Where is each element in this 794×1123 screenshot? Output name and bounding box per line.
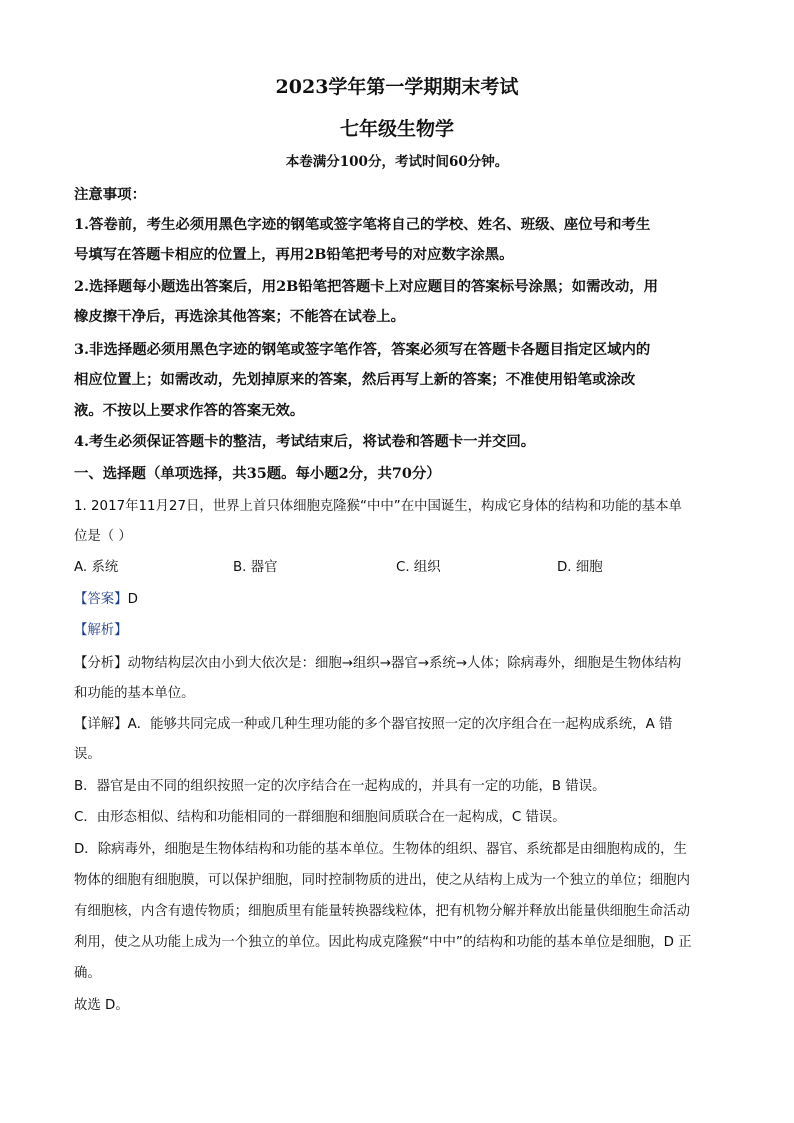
detail-d: 确。 bbox=[74, 966, 101, 981]
option-d: D. 细胞 bbox=[557, 560, 603, 575]
answer-line bbox=[74, 588, 138, 607]
exam-info: 本卷满分100分，考试时间60分钟。 bbox=[285, 154, 509, 170]
question-stem: 1. 2017年11月27日，世界上首只体细胞克隆猴“中中”在中国诞生，构成它身体的结构和功能的基本单 bbox=[74, 499, 682, 514]
analysis-tag: 【解析】 bbox=[74, 623, 128, 638]
detail-d: D．除病毒外，细胞是生物体结构和功能的基本单位。生物体的组织、器官、系统都是由细胞构成的，生 bbox=[74, 842, 687, 857]
notes-line: 2.选择题每小题选出答案后，用2B铅笔把答题卡上对应题目的答案标号涂黑；如需改动，用 bbox=[74, 278, 659, 295]
detail-c: C．由形态相似、结构和功能相同的一群细胞和细胞间质联合在一起构成，C 错误。 bbox=[74, 810, 566, 825]
conclusion: 故选 D。 bbox=[74, 998, 129, 1013]
detail-b: B．器官是由不同的组织按照一定的次序结合在一起构成的，并具有一定的功能，B 错误。 bbox=[74, 779, 606, 794]
fenxi-tag: 【分析】 bbox=[74, 656, 128, 671]
detail-tag: 【详解】 bbox=[74, 717, 128, 732]
exam-subtitle: 七年级生物学 bbox=[339, 118, 454, 140]
fenxi-text: 动物结构层次由小到大依次是：细胞→组织→器官→系统→人体；除病毒外，细胞是生物体结构 bbox=[127, 656, 682, 671]
fenxi-text-cont: 和功能的基本单位。 bbox=[74, 686, 195, 701]
notes-heading: 注意事项： bbox=[74, 186, 146, 203]
detail-d: 利用，使之从功能上成为一个独立的单位。因此构成克隆猴“中中”的结构和功能的基本单位是细胞，D 正 bbox=[74, 935, 692, 950]
answer-value: D bbox=[127, 592, 138, 607]
detail-d: 物体的细胞有细胞膜，可以保护细胞，同时控制物质的进出，使之从结构上成为一个独立的单位；细胞内 bbox=[74, 873, 690, 888]
question-stem-cont: 位是（ ） bbox=[74, 529, 132, 544]
notes-line: 号填写在答题卡相应的位置上，再用2B铅笔把考号的对应数字涂黑。 bbox=[74, 246, 514, 263]
notes-line: 相应位置上；如需改动，先划掉原来的答案，然后再写上新的答案；不准使用铅笔或涂改 bbox=[74, 371, 636, 388]
option-a: A. 系统 bbox=[74, 560, 119, 575]
notes-line: 1.答卷前，考生必须用黑色字迹的钢笔或签字笔将自己的学校、姓名、班级、座位号和考生 bbox=[74, 216, 651, 233]
option-b: B. 器官 bbox=[233, 560, 278, 575]
notes-line: 液。不按以上要求作答的答案无效。 bbox=[74, 402, 305, 419]
analysis-line bbox=[74, 619, 128, 638]
fenxi-line bbox=[74, 652, 681, 671]
notes-line: 4.考生必须保证答题卡的整洁，考试结束后，将试卷和答题卡一并交回。 bbox=[74, 433, 536, 450]
detail-d: 有细胞核，内含有遗传物质；细胞质里有能量转换器线粒体，把有机物分解并释放出能量供细胞生命活动 bbox=[74, 904, 690, 919]
detail-a: A．能够共同完成一种或几种生理功能的多个器官按照一定的次序组合在一起构成系统，A 错 bbox=[127, 717, 673, 732]
option-c: C. 组织 bbox=[396, 560, 441, 575]
detail-line bbox=[74, 713, 672, 732]
section-heading: 一、选择题（单项选择，共35题。每小题2分，共70分） bbox=[74, 465, 441, 482]
detail-a-cont: 误。 bbox=[74, 747, 101, 762]
notes-line: 橡皮擦干净后，再选涂其他答案；不能答在试卷上。 bbox=[74, 308, 405, 325]
exam-title: 2023学年第一学期期末考试 bbox=[275, 76, 519, 98]
answer-tag: 【答案】 bbox=[74, 592, 128, 607]
notes-line: 3.非选择题必须用黑色字迹的钢笔或签字笔作答，答案必须写在答题卡各题目指定区域内的 bbox=[74, 341, 651, 358]
